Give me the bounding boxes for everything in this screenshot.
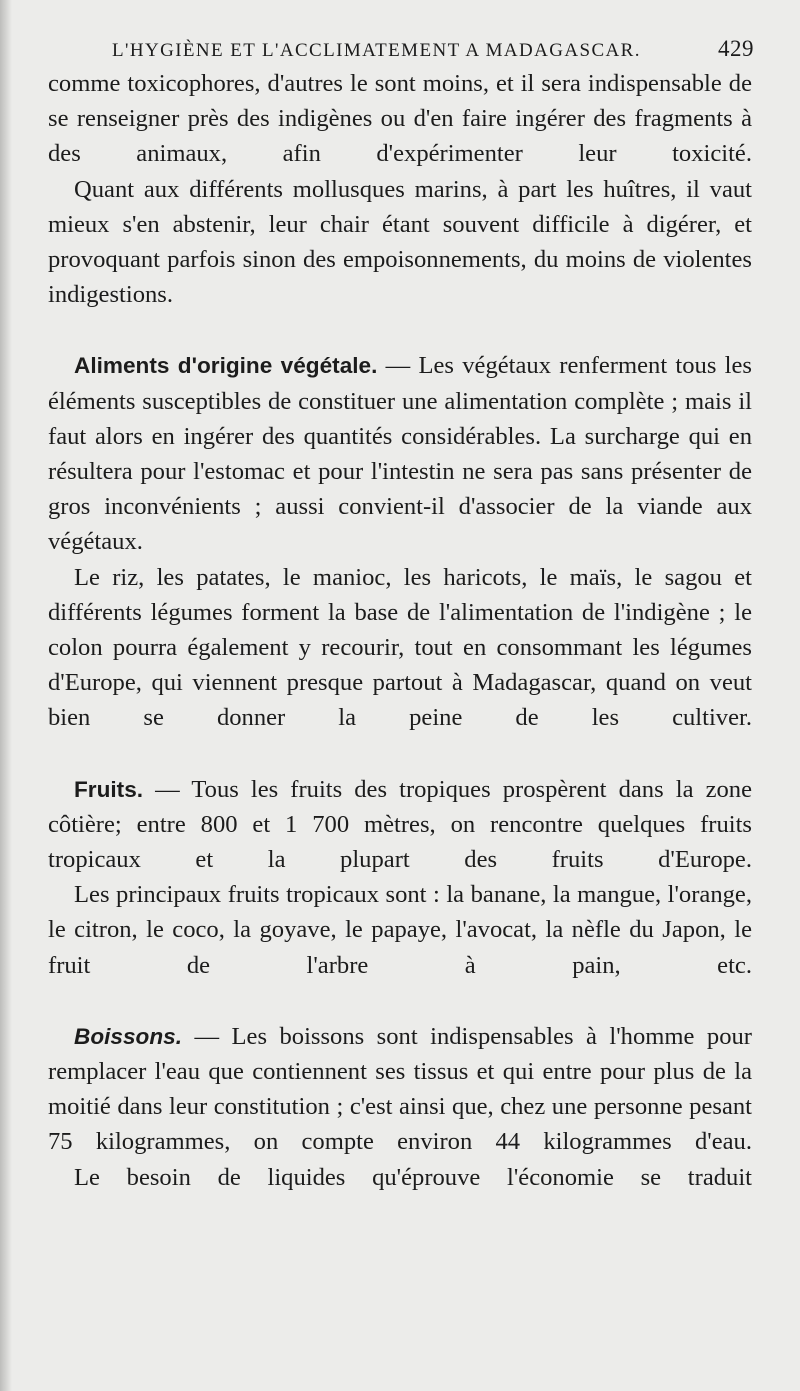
paragraph-fruits-tropicaux xyxy=(48,877,752,983)
page-number: 429 xyxy=(718,36,754,61)
paragraph-text: — Les végétaux renferment tous les éléments susceptibles de constituer une alimentation complète ; mais il faut alors en ingérer des quantités considérables. La surcharge qui en résultera pour l'estomac et pour l'intestin ne sera pas sans présenter de gros inconvénients ; aussi convient-il d'associer de la viande aux végétaux. xyxy=(48,352,752,556)
section-boissons xyxy=(48,1019,752,1160)
section-heading: Aliments d'origine végétale. xyxy=(74,353,378,379)
paragraph-besoin-liquides xyxy=(48,1160,752,1195)
section-heading: Fruits. xyxy=(74,776,144,802)
page-header xyxy=(48,36,754,62)
paragraph-text: Le riz, les patates, le manioc, les haricots, le maïs, le sagou et différents légumes forment la base de l'alimentation de l'indigène ; le colon pourra également y recourir, tout en consommant les légumes d'Europe, qui viennent presque partout à Madagascar, quand on veut bien se donner la peine de les cultiver. xyxy=(48,563,752,732)
paragraph-text: Le besoin de liquides qu'éprouve l'économie se traduit xyxy=(74,1163,752,1191)
paragraph-text: — Tous les fruits des tropiques prospèrent dans la zone côtière; entre 800 et 1 700 mètres, on rencontre quelques fruits tropicaux et la plupart des fruits d'Europe. xyxy=(48,775,752,874)
paragraph-text: — Les boissons sont indispensables à l'homme pour remplacer l'eau que contiennent ses tissus et qui entre pour plus de la moitié dans leur constitution ; c'est ainsi que, chez une personne pesant 75 kilogrammes, on compte environ 44 kilogrammes d'eau. xyxy=(48,1022,752,1156)
paragraph-text: Quant aux différents mollusques marins, à part les huîtres, il vaut mieux s'en abstenir, leur chair étant souvent difficile à digérer, et provoquant parfois sinon des empoisonnements, du moins de violentes indigestions. xyxy=(48,175,752,309)
section-aliments-vegetaux xyxy=(48,348,752,559)
paragraph-mollusques xyxy=(48,172,752,313)
paragraph-text: Les principaux fruits tropicaux sont : la banane, la mangue, l'orange, le citron, le coco, la goyave, le papaye, l'avocat, la nèfle du Japon, le fruit de l'arbre à pain, etc. xyxy=(48,881,752,979)
paragraph-text: comme toxicophores, d'autres le sont moins, et il sera indispensable de se renseigner près des indigènes ou d'en faire ingérer des fragments à des animaux, afin d'expérimenter leur toxicité. xyxy=(48,70,752,168)
paragraph-riz xyxy=(48,560,752,736)
section-heading: Boissons. xyxy=(74,1023,182,1049)
scan-edge-shadow xyxy=(0,0,12,1391)
body-text xyxy=(48,66,752,1195)
section-fruits xyxy=(48,772,752,878)
paragraph-toxicophores xyxy=(48,66,752,172)
running-title: L'HYGIÈNE ET L'ACCLIMATEMENT A MADAGASCAR. xyxy=(112,40,641,61)
